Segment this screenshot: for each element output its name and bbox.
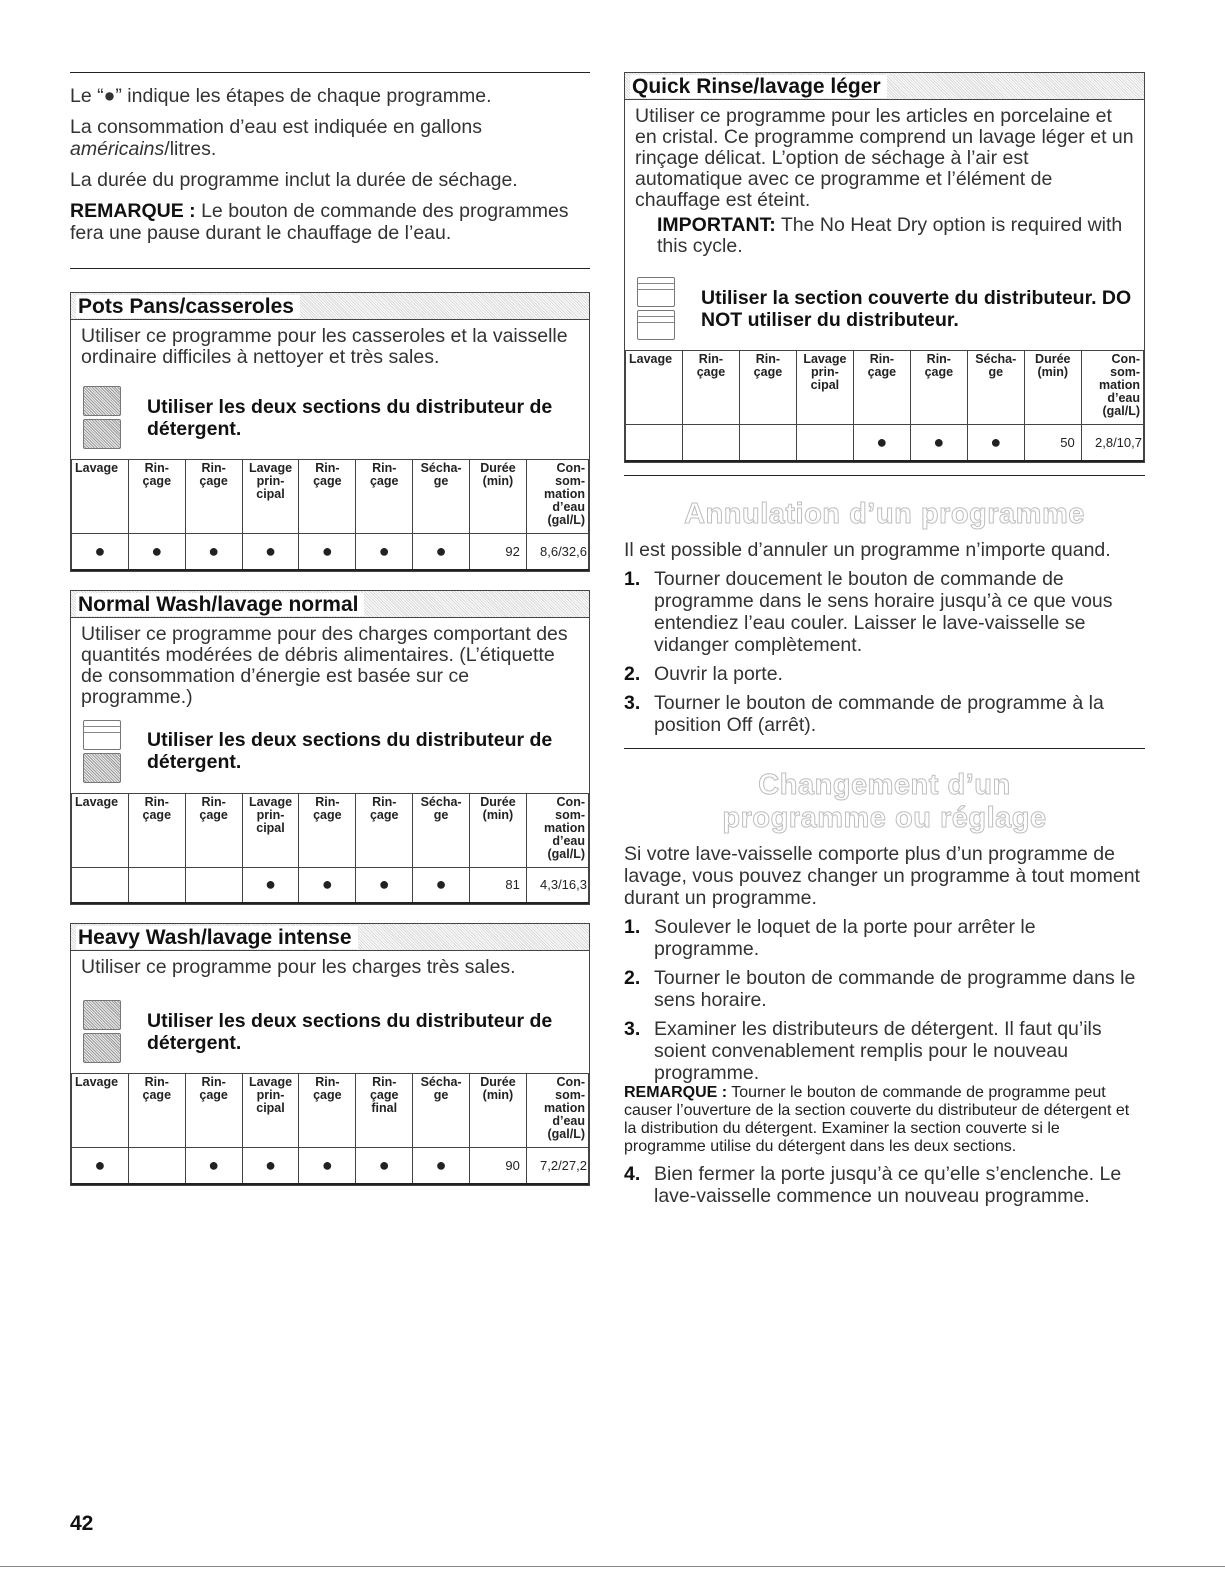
intro-line-2: La consommation d’eau est indiquée en gallons américains/litres. — [70, 116, 482, 160]
table-header-cell: Rin- çage — [299, 793, 356, 867]
table-header-cell: Con- som- mation d’eau (gal/L) — [526, 1074, 588, 1148]
dispenser-instruction: Utiliser les deux sections du distributeur de détergent. — [147, 395, 553, 440]
table-header-cell: Con- som- mation d’eau (gal/L) — [526, 460, 588, 534]
dispenser-open-icon — [637, 277, 675, 307]
list-item: 3. Tourner le bouton de commande de programme à la position Off (arrêt). — [624, 691, 1104, 736]
dispenser-open-icon — [637, 310, 675, 340]
table-cell: ● — [299, 534, 356, 570]
table-row — [72, 1148, 589, 1184]
table-cell: ● — [242, 534, 299, 570]
cycle-quick — [624, 72, 1145, 463]
intro-note: REMARQUE : Le bouton de commande des programmes fera une pause durant le chauffage de l’eau. — [70, 200, 569, 244]
change-steps — [624, 916, 1145, 1084]
intro-line-3: La durée du programme inclut la durée de séchage. — [70, 169, 518, 191]
table-header-cell: Lavage prin- cipal — [796, 351, 853, 425]
table-cell: ● — [356, 1148, 413, 1184]
table-cell: ● — [299, 1148, 356, 1184]
table-cell: 50 — [1024, 425, 1081, 461]
section-rule — [624, 748, 1145, 749]
table-header-cell: Rin- çage — [299, 460, 356, 534]
table-cell: ● — [72, 534, 129, 570]
table-header-cell: Rin- çage — [682, 351, 739, 425]
table-cell: ● — [910, 425, 967, 461]
change-steps-cont — [624, 1163, 1145, 1207]
table-header-cell: Durée (min) — [1024, 351, 1081, 425]
change-note: REMARQUE : Tourner le bouton de commande de programme peut causer l’ouverture de la section couverte du distributeur de détergent et la distribution du détergent. Examiner la section couverte si le programme utilise du détergent dans les deux sections. — [624, 1083, 1130, 1155]
table-header-cell: Rin- çage — [128, 1074, 185, 1148]
table-cell — [128, 867, 185, 903]
table-header-cell: Rin- çage — [128, 460, 185, 534]
intro-block — [70, 73, 590, 269]
table-header-cell: Con- som- mation d’eau (gal/L) — [1081, 351, 1143, 425]
table-header-cell: Sécha- ge — [413, 793, 470, 867]
table-cell — [626, 425, 683, 461]
table-cell: 2,8/10,7 — [1081, 425, 1143, 461]
cycle-quick-important: IMPORTANT: The No Heat Dry option is required with this cycle. — [657, 214, 1123, 257]
table-cell: ● — [128, 534, 185, 570]
intro-line-1: Le “●” indique les étapes de chaque programme. — [70, 85, 492, 107]
table-cell: ● — [242, 1148, 299, 1184]
cycle-quick-description: Utiliser ce programme pour les articles en porcelaine et en cristal. Ce programme comprend un lavage léger et un rinçage délicat. L’option de séchage à l’air est automatique avec ce programme et l’élément de chauffage est éteint. — [635, 105, 1134, 211]
cancel-section — [624, 498, 1145, 736]
table-cell — [72, 867, 129, 903]
table-header-cell: Sécha- ge — [413, 1074, 470, 1148]
dispenser-open-icon — [83, 720, 121, 750]
section-rule — [624, 475, 1145, 476]
dispenser-covered-icon — [83, 753, 121, 783]
cycle-pots-title: Pots Pans/casseroles — [71, 293, 589, 320]
table-header-cell: Rin- çage — [910, 351, 967, 425]
table-header-cell: Durée (min) — [470, 460, 527, 534]
cycle-quick-table — [625, 350, 1144, 462]
list-item: 2. Tourner le bouton de commande de programme dans le sens horaire. — [624, 966, 1136, 1011]
page-number: 42 — [70, 1512, 94, 1535]
table-header-cell: Rin- çage — [185, 1074, 242, 1148]
cycle-heavy-description: Utiliser ce programme pour les charges très sales. — [81, 956, 516, 978]
right-column — [624, 72, 1145, 1207]
table-cell: 4,3/16,3 — [526, 867, 588, 903]
bottom-rule — [0, 1566, 1225, 1567]
cancel-steps — [624, 568, 1145, 736]
list-item: 4. Bien fermer la porte jusqu’à ce qu’elle s’enclenche. Le lave-vaisselle commence un nouveau programme. — [624, 1162, 1122, 1207]
change-section — [624, 769, 1145, 1207]
table-cell: ● — [185, 1148, 242, 1184]
table-cell — [796, 425, 853, 461]
table-cell — [185, 867, 242, 903]
dispenser-instruction: Utiliser les deux sections du distributeur de détergent. — [147, 729, 553, 773]
table-header-row — [72, 1074, 589, 1148]
table-header-cell: Rin- çage — [356, 793, 413, 867]
dispenser-covered-icon — [83, 1033, 121, 1063]
table-row — [626, 425, 1144, 461]
table-header-cell: Lavage — [72, 460, 129, 534]
cycle-normal-table — [71, 793, 589, 905]
cycle-pots-dispenser — [71, 368, 589, 459]
table-header-cell: Durée (min) — [470, 793, 527, 867]
dispenser-open-icon — [637, 277, 677, 340]
dispenser-main-icon — [83, 386, 121, 416]
cycle-normal-dispenser — [71, 708, 589, 793]
table-row — [72, 534, 589, 570]
table-cell: ● — [356, 534, 413, 570]
table-cell — [739, 425, 796, 461]
cycle-pots-description: Utiliser ce programme pour les casseroles et la vaisselle ordinaire difficiles à nettoyer et très sales. — [81, 325, 568, 368]
table-cell: ● — [72, 1148, 129, 1184]
table-cell: ● — [853, 425, 910, 461]
table-header-cell: Lavage prin- cipal — [242, 460, 299, 534]
cycle-normal — [70, 590, 590, 906]
list-item: 1. Soulever le loquet de la porte pour arrêter le programme. — [624, 915, 1036, 960]
cancel-intro: Il est possible d’annuler un programme n’importe quand. — [624, 538, 1111, 561]
change-intro: Si votre lave-vaisselle comporte plus d’un programme de lavage, vous pouvez changer un programme à tout moment durant un programme. — [624, 842, 1140, 909]
table-header-cell: Rin- çage — [185, 793, 242, 867]
table-header-cell: Durée (min) — [470, 1074, 527, 1148]
table-header-cell: Lavage — [626, 351, 683, 425]
table-cell: ● — [413, 534, 470, 570]
table-header-cell: Rin- çage — [356, 460, 413, 534]
table-cell — [682, 425, 739, 461]
cycle-heavy-dispenser — [71, 978, 589, 1073]
dispenser-both-icon — [83, 386, 123, 449]
table-header-row — [626, 351, 1144, 425]
table-header-cell: Lavage — [72, 1074, 129, 1148]
table-header-cell: Lavage prin- cipal — [242, 793, 299, 867]
table-header-cell: Sécha- ge — [967, 351, 1024, 425]
table-cell: 7,2/27,2 — [526, 1148, 588, 1184]
table-header-cell: Rin- çage final — [356, 1074, 413, 1148]
table-header-cell: Rin- çage — [739, 351, 796, 425]
table-header-cell: Rin- çage — [185, 460, 242, 534]
dispenser-instruction: Utiliser les deux sections du distributeur de détergent. — [147, 1009, 553, 1054]
cycle-normal-description: Utiliser ce programme pour des charges comportant des quantités modérées de débris alimentaires. (L’étiquette de consommation d’énergie est basée sur ce programme.) — [81, 622, 568, 708]
table-cell: 90 — [470, 1148, 527, 1184]
table-header-cell: Lavage — [72, 793, 129, 867]
table-cell: ● — [185, 534, 242, 570]
list-item: 1. Tourner doucement le bouton de commande de programme dans le sens horaire jusqu’à ce que vous entendiez l’eau couler. Laisser le lave-vaisselle se vidanger complètement. — [624, 567, 1113, 656]
dispenser-both-icon — [83, 720, 123, 783]
dispenser-instruction: Utiliser la section couverte du distributeur. DO NOT utiliser du distributeur. — [701, 286, 1132, 331]
dispenser-both-icon — [83, 1000, 123, 1063]
table-header-cell: Rin- çage — [299, 1074, 356, 1148]
table-cell: 92 — [470, 534, 527, 570]
cycle-heavy-title: Heavy Wash/lavage intense — [71, 924, 589, 951]
cycle-pots-table — [71, 459, 589, 571]
dispenser-main-icon — [83, 1000, 121, 1030]
table-header-cell: Rin- çage — [853, 351, 910, 425]
cancel-title: Annulation d’un programme — [684, 497, 1085, 530]
cycle-quick-title: Quick Rinse/lavage léger — [625, 73, 1144, 100]
cycle-normal-title: Normal Wash/lavage normal — [71, 591, 589, 618]
table-cell: ● — [413, 1148, 470, 1184]
table-cell: ● — [299, 867, 356, 903]
table-header-cell: Sécha- ge — [413, 460, 470, 534]
table-cell — [128, 1148, 185, 1184]
table-header-row — [72, 460, 589, 534]
table-cell: ● — [356, 867, 413, 903]
table-row — [72, 867, 589, 903]
table-cell: 8,6/32,6 — [526, 534, 588, 570]
table-cell: ● — [967, 425, 1024, 461]
cycle-quick-dispenser — [625, 257, 1144, 350]
table-cell: ● — [413, 867, 470, 903]
dispenser-covered-icon — [83, 419, 121, 449]
list-item: 2. Ouvrir la porte. — [624, 662, 783, 685]
cycle-heavy-table — [71, 1073, 589, 1185]
table-header-cell: Rin- çage — [128, 793, 185, 867]
cycle-heavy — [70, 923, 590, 1186]
table-header-cell: Lavage prin- cipal — [242, 1074, 299, 1148]
table-cell: ● — [242, 867, 299, 903]
table-header-row — [72, 793, 589, 867]
list-item: 3. Examiner les distributeurs de détergent. Il faut qu’ils soient convenablement remplis pour le nouveau programme. — [624, 1017, 1102, 1084]
change-title: Changement d’un programme ou réglage — [722, 768, 1047, 834]
cycle-pots — [70, 292, 590, 572]
left-column — [70, 72, 590, 1186]
table-header-cell: Con- som- mation d’eau (gal/L) — [526, 793, 588, 867]
table-cell: 81 — [470, 867, 527, 903]
